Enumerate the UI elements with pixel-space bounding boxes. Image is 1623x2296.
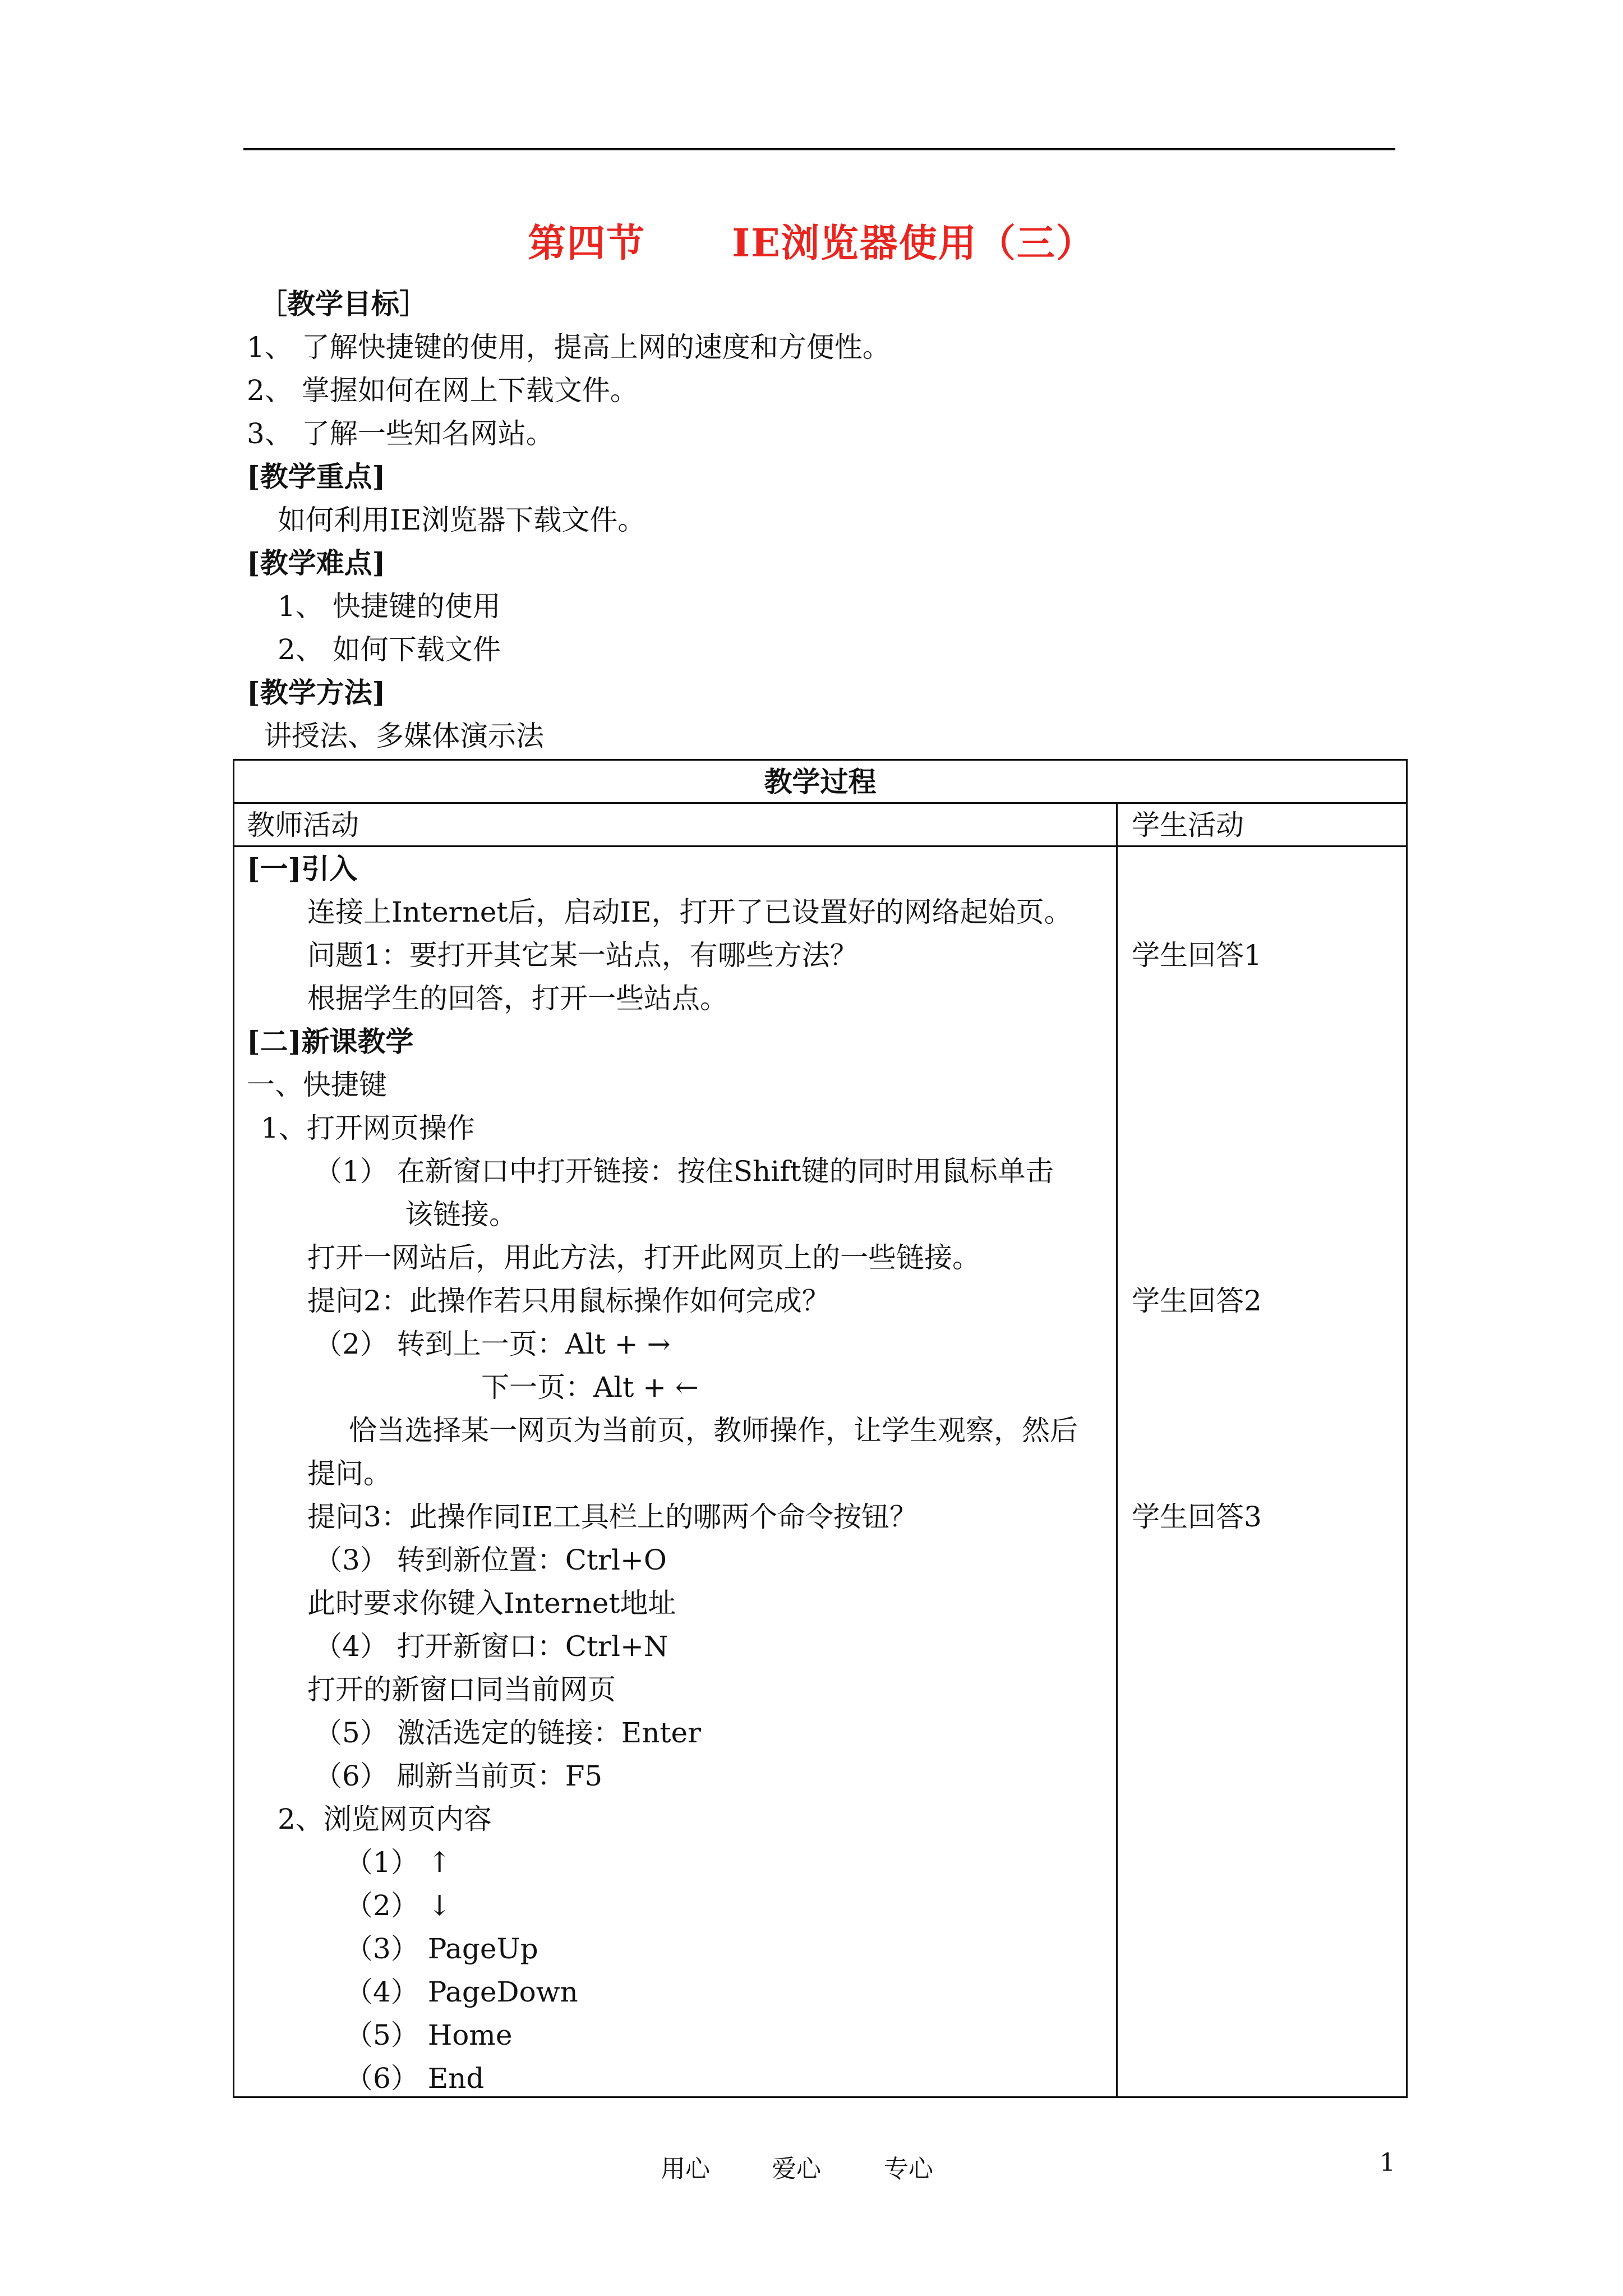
teacher-line: （6） 刷新当前页：F5 bbox=[314, 1760, 603, 1792]
key-point-text: 如何利用IE浏览器下载文件。 bbox=[278, 504, 646, 536]
footer-right: 专心 bbox=[884, 2155, 933, 2183]
objective-item: 1、 了解快捷键的使用，提高上网的速度和方便性。 bbox=[247, 331, 891, 364]
page-title: 第四节 IE浏览器使用（三） bbox=[528, 221, 1095, 266]
teacher-line: （3） PageUp bbox=[345, 1932, 538, 1965]
teacher-line: 此时要求你键入Internet地址 bbox=[307, 1587, 676, 1619]
page-number: 1 bbox=[1380, 2148, 1395, 2177]
method-text: 讲授法、多媒体演示法 bbox=[264, 720, 544, 752]
table-border-right bbox=[1406, 759, 1408, 2098]
teacher-line: 连接上Internet后，启动IE，打开了已设置好的网络起始页。 bbox=[307, 896, 1072, 928]
teacher-line: 一、快捷键 bbox=[247, 1069, 387, 1101]
key-point-heading: [教学重点] bbox=[247, 460, 386, 493]
difficulty-item: 2、 如何下载文件 bbox=[278, 633, 501, 666]
student-answer: 学生回答3 bbox=[1132, 1501, 1262, 1533]
teacher-line: [二]新课教学 bbox=[247, 1025, 414, 1058]
footer-left: 用心 bbox=[661, 2155, 710, 2183]
difficulty-item: 1、 快捷键的使用 bbox=[278, 590, 501, 623]
teacher-line: 恰当选择某一网页为当前页，教师操作，让学生观察，然后 bbox=[349, 1414, 1078, 1447]
table-caption: 教学过程 bbox=[764, 765, 877, 798]
teacher-line: （5） 激活选定的链接：Enter bbox=[314, 1717, 701, 1749]
teacher-line: （5） Home bbox=[345, 2019, 513, 2051]
teacher-line: [一]引入 bbox=[247, 852, 358, 885]
teacher-line: 问题1：要打开其它某一站点，有哪些方法？ bbox=[307, 939, 858, 972]
teacher-line: 提问。 bbox=[307, 1457, 391, 1490]
teacher-line: 提问2：此操作若只用鼠标操作如何完成？ bbox=[307, 1285, 830, 1317]
teacher-line: 提问3：此操作同IE工具栏上的哪两个命令按钮？ bbox=[307, 1501, 918, 1533]
student-column-header: 学生活动 bbox=[1132, 809, 1244, 841]
teacher-line: 根据学生的回答，打开一些站点。 bbox=[307, 982, 728, 1015]
teacher-line: （4） PageDown bbox=[345, 1976, 578, 2008]
teacher-line: （2） 转到上一页：Alt + → bbox=[314, 1328, 671, 1360]
header-rule bbox=[243, 148, 1395, 150]
teacher-line: （3） 转到新位置：Ctrl+O bbox=[314, 1544, 667, 1576]
teacher-line: （4） 打开新窗口：Ctrl+N bbox=[314, 1630, 668, 1663]
student-answer: 学生回答2 bbox=[1132, 1285, 1262, 1317]
table-border-left bbox=[233, 759, 234, 2098]
teacher-line: （1） ↑ bbox=[345, 1846, 451, 1879]
teacher-line: 打开的新窗口同当前网页 bbox=[307, 1673, 616, 1706]
teacher-line: 下一页：Alt + ← bbox=[481, 1371, 699, 1404]
table-border-header bbox=[233, 845, 1408, 847]
table-border-caption bbox=[233, 802, 1408, 804]
table-border-top bbox=[233, 759, 1408, 761]
objective-item: 2、 掌握如何在网上下载文件。 bbox=[247, 374, 638, 407]
teacher-line: 2、浏览网页内容 bbox=[278, 1803, 492, 1835]
difficulty-heading: [教学难点] bbox=[247, 546, 386, 579]
teacher-line: 1、打开网页操作 bbox=[261, 1112, 475, 1144]
teacher-line: 打开一网站后，用此方法，打开此网页上的一些链接。 bbox=[307, 1241, 980, 1274]
teacher-line: （1） 在新窗口中打开链接：按住Shift键的同时用鼠标单击 bbox=[314, 1155, 1054, 1188]
teacher-column-header: 教师活动 bbox=[247, 809, 359, 841]
objective-item: 3、 了解一些知名网站。 bbox=[247, 417, 554, 450]
teacher-line: （6） End bbox=[345, 2062, 485, 2095]
teacher-line: （2） ↓ bbox=[345, 1889, 451, 1922]
method-heading: [教学方法] bbox=[247, 676, 386, 709]
objectives-heading: ［教学目标］ bbox=[259, 287, 427, 320]
footer-middle: 爱心 bbox=[772, 2155, 821, 2183]
table-column-divider bbox=[1116, 802, 1118, 2098]
table-border-bottom bbox=[233, 2096, 1408, 2098]
student-answer: 学生回答1 bbox=[1132, 939, 1262, 972]
teacher-line: 该链接。 bbox=[405, 1198, 517, 1231]
